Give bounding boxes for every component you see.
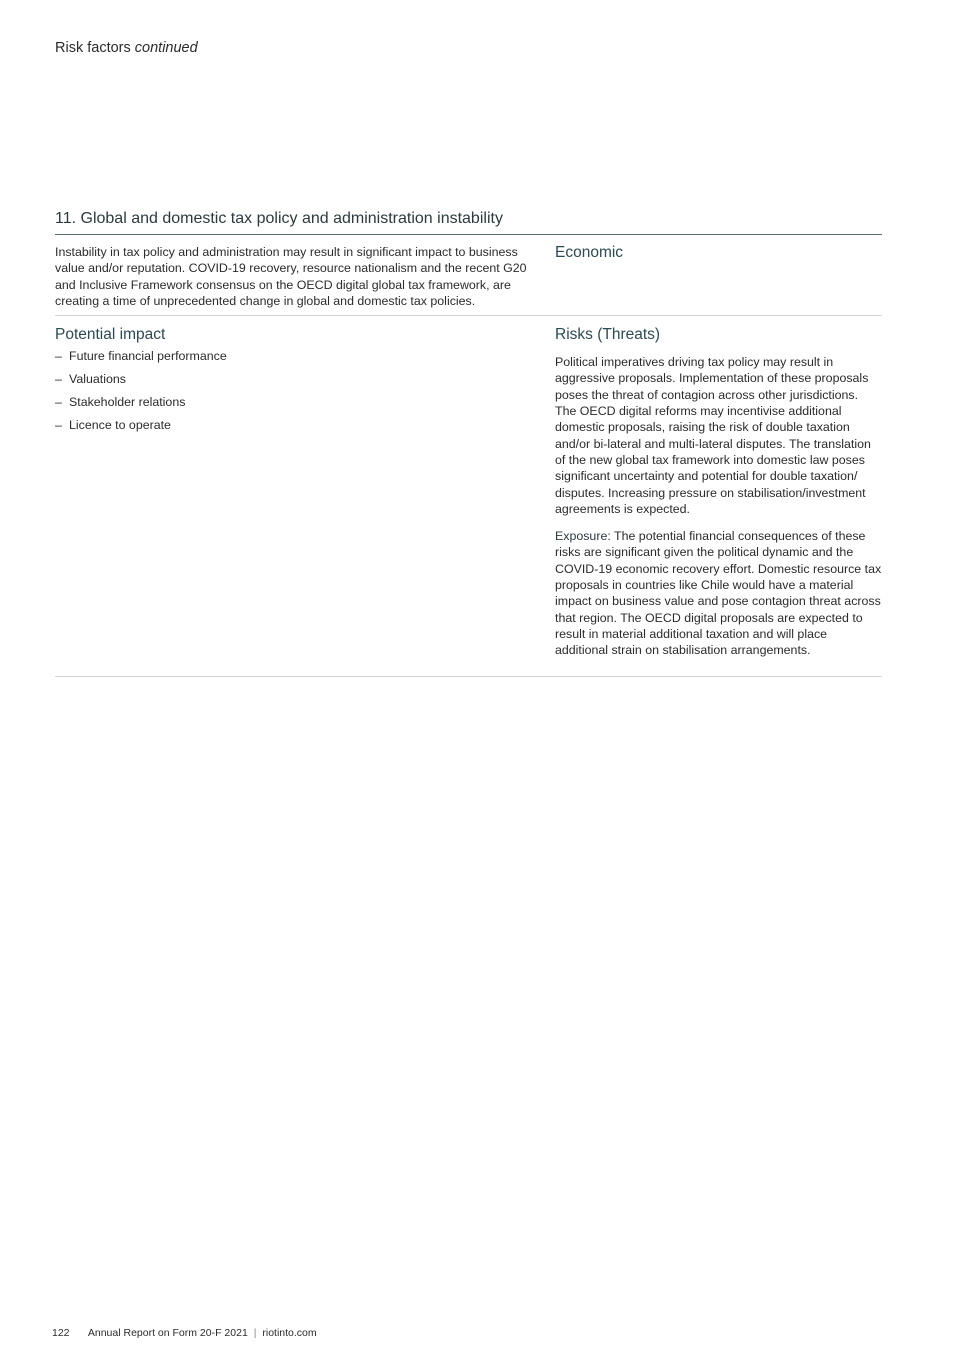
list-item: – Valuations [55, 372, 126, 387]
footer-separator: | [253, 1327, 257, 1339]
risk-detail-row [55, 316, 882, 676]
risk-section [55, 210, 882, 677]
exposure-label: Exposure: [555, 529, 611, 544]
running-header-section: Risk factors [55, 40, 131, 56]
running-header [55, 40, 198, 56]
risk-summary-row [55, 235, 882, 316]
page-footer [52, 1327, 317, 1339]
threats-paragraph: Political imperatives driving tax policy may result in aggressive proposals. Implementation of these proposals poses the threat of contagion across other jurisdictions. The OECD digital reforms may incentivise additional domestic proposals, raising the risk of double taxation and/or bi-lateral and multi-lateral disputes. The translation of the new global tax framework into domestic law poses significant uncertainty and potential for double taxation/ disputes. Increasing pressure on stabilisation/investment agreements is expected. [555, 355, 871, 516]
footer-website: riotinto.com [262, 1327, 317, 1339]
potential-impact-heading: Potential impact [55, 326, 166, 344]
running-header-continued: continued [134, 40, 198, 56]
risk-intro: Instability in tax policy and administration may result in significant impact to business value and/or reputation. COVID-19 recovery, resource nationalism and the recent G20 and Inclusive Framework consensus on the OECD digital global tax framework, are creating a time of unprecedented change in global and domestic tax policies. [55, 245, 527, 308]
threats-heading: Risks (Threats) [555, 326, 661, 344]
list-item: – Stakeholder relations [55, 395, 186, 410]
list-item: – Licence to operate [55, 418, 171, 433]
exposure-paragraph [555, 528, 882, 658]
footer-report-title: Annual Report on Form 20-F 2021 [87, 1327, 248, 1339]
risk-category: Economic [555, 244, 624, 261]
risk-title: 11. Global and domestic tax policy and administration instability [55, 210, 882, 235]
potential-impact-list [55, 348, 535, 433]
exposure-text: The potential financial consequences of these risks are significant given the political dynamic and the COVID-19 economic recovery effort. Domestic resource tax proposals in countries like Chile would have a material impact on business value and pose contagion threat across that region. The OECD digital proposals are expected to result in material additional taxation and will place additional strain on stabilisation arrangements. [555, 529, 882, 658]
page-number: 122 [52, 1327, 70, 1339]
list-item: – Future financial performance [55, 349, 227, 364]
